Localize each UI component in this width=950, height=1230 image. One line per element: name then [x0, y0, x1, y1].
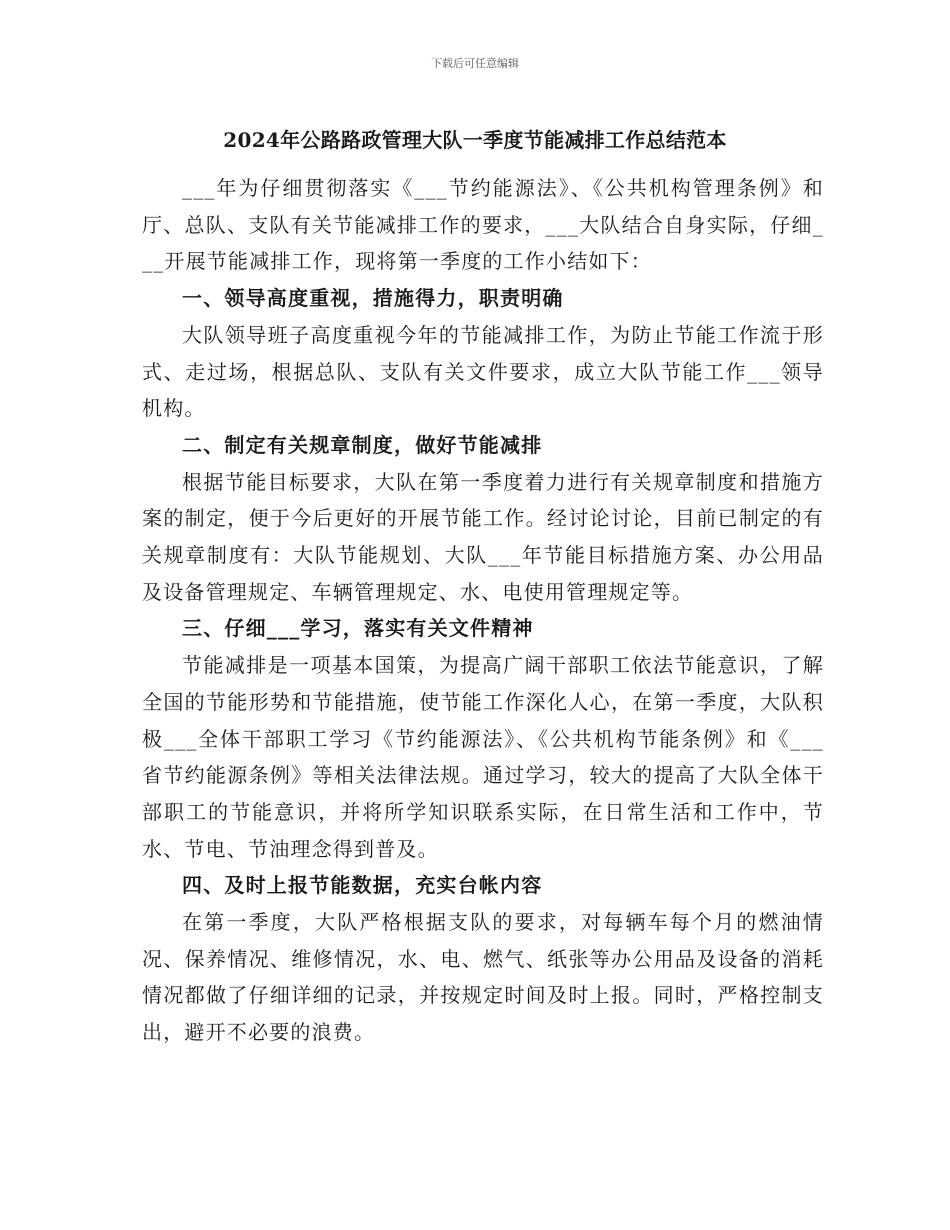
- section-heading: 四、及时上报节能数据，充实台帐内容: [182, 873, 543, 898]
- section-heading: 一、领导高度重视，措施得力，职责明确: [182, 286, 564, 311]
- section-heading: 二、制定有关规章制度，做好节能减排: [182, 432, 543, 457]
- section-heading: 三、仔细___学习，落实有关文件精神: [182, 616, 534, 641]
- section-paragraph: 节能减排是一项基本国策，为提高广阔干部职工依法节能意识，了解全国的节能形势和节能措施，使节能工作深化人心，在第一季度，大队积极___全体干部职工学习《节约能源法》、《公共机构节能条例》和《___省节约能源条例》等相关法律法规。通过学习，较大的提高了大队全体干部职工的节能意识，并将所学知识联系实际，在日常生活和工作中，节水、节电、节油理念得到普及。: [142, 653, 824, 861]
- intro-paragraph: ___年为仔细贯彻落实《___节约能源法》、《公共机构管理条例》和厅、总队、支队有关节能减排工作的要求，___大队结合自身实际，仔细___开展节能减排工作，现将第一季度的工作小结如下：: [142, 176, 824, 274]
- section-paragraph: 根据节能目标要求，大队在第一季度着力进行有关规章制度和措施方案的制定，便于今后更好的开展节能工作。经讨论讨论，目前已制定的有关规章制度有：大队节能规划、大队___年节能目标措施方案、办公用品及设备管理规定、车辆管理规定、水、电使用管理规定等。: [142, 469, 824, 604]
- header-note: 下载后可任意编辑: [431, 57, 519, 70]
- section-paragraph: 大队领导班子高度重视今年的节能减排工作，为防止节能工作流于形式、走过场，根据总队、支队有关文件要求，成立大队节能工作___领导机构。: [142, 322, 824, 421]
- section-paragraph: 在第一季度，大队严格根据支队的要求，对每辆车每个月的燃油情况、保养情况、维修情况，水、电、燃气、纸张等办公用品及设备的消耗情况都做了仔细详细的记录，并按规定时间及时上报。同时，严格控制支出，避开不必要的浪费。: [142, 910, 824, 1045]
- document-body: [142, 170, 824, 1051]
- document-title: 2024年公路路政管理大队一季度节能减排工作总结范本: [223, 128, 727, 152]
